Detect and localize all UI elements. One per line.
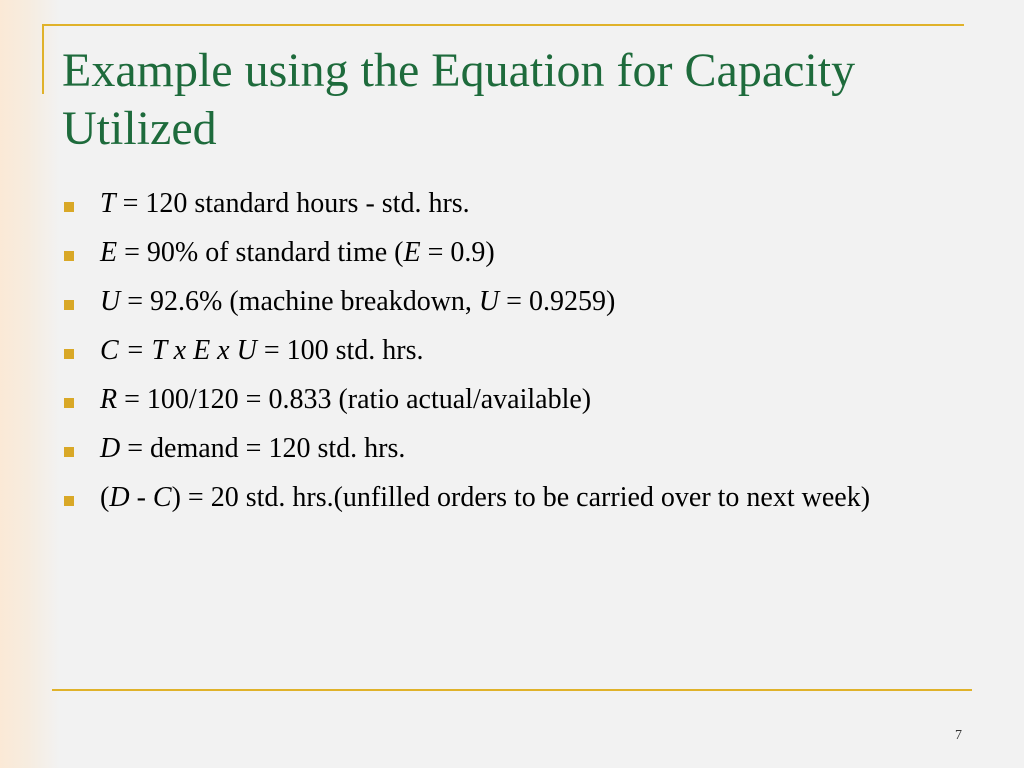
variable-c: C bbox=[152, 482, 172, 513]
square-bullet-icon bbox=[64, 235, 100, 271]
capacity-formula: C = T x E x U bbox=[100, 335, 257, 366]
square-bullet-icon bbox=[64, 480, 100, 516]
bullet-item-capacity bbox=[64, 333, 964, 369]
square-bullet-icon bbox=[64, 186, 100, 222]
bullet-text: C = T x E x U = 100 std. hrs. bbox=[100, 335, 424, 366]
variable-e: E bbox=[100, 237, 118, 268]
bullet-text: T = 120 standard hours - std. hrs. bbox=[100, 188, 470, 219]
variable-d: D bbox=[109, 482, 130, 513]
bullet-item-ratio bbox=[64, 382, 964, 418]
page-number: 7 bbox=[955, 728, 962, 743]
square-bullet-icon bbox=[64, 431, 100, 467]
bullet-item-time bbox=[64, 186, 964, 222]
square-bullet-icon bbox=[64, 333, 100, 369]
square-bullet-icon bbox=[64, 284, 100, 320]
bullet-item-efficiency bbox=[64, 235, 964, 271]
bottom-accent-rule bbox=[52, 689, 972, 691]
bullet-item-demand bbox=[64, 431, 964, 467]
slide-title: Example using the Equation for Capacity Utilized bbox=[62, 44, 856, 155]
variable-u: U bbox=[100, 286, 121, 317]
variable-d: D bbox=[100, 433, 121, 464]
bullet-text: (D - C) = 20 std. hrs.(unfilled orders to be carried over to next week) bbox=[100, 482, 871, 513]
bullet-text: U = 92.6% (machine breakdown, U = 0.9259) bbox=[100, 286, 616, 317]
left-gradient-panel bbox=[0, 0, 60, 768]
variable-u: U bbox=[478, 286, 500, 317]
bullet-list bbox=[64, 186, 964, 529]
bullet-text: E = 90% of standard time (E = 0.9) bbox=[100, 237, 495, 268]
variable-t: T bbox=[100, 188, 116, 219]
bullet-item-unfilled bbox=[64, 480, 964, 516]
left-accent-rule bbox=[42, 24, 44, 94]
bullet-text: R = 100/120 = 0.833 (ratio actual/available) bbox=[100, 384, 592, 415]
bullet-text: D = demand = 120 std. hrs. bbox=[100, 433, 406, 464]
variable-r: R bbox=[100, 384, 118, 415]
bullet-item-utilization bbox=[64, 284, 964, 320]
top-accent-rule bbox=[42, 24, 964, 26]
square-bullet-icon bbox=[64, 382, 100, 418]
variable-e: E bbox=[403, 237, 421, 268]
